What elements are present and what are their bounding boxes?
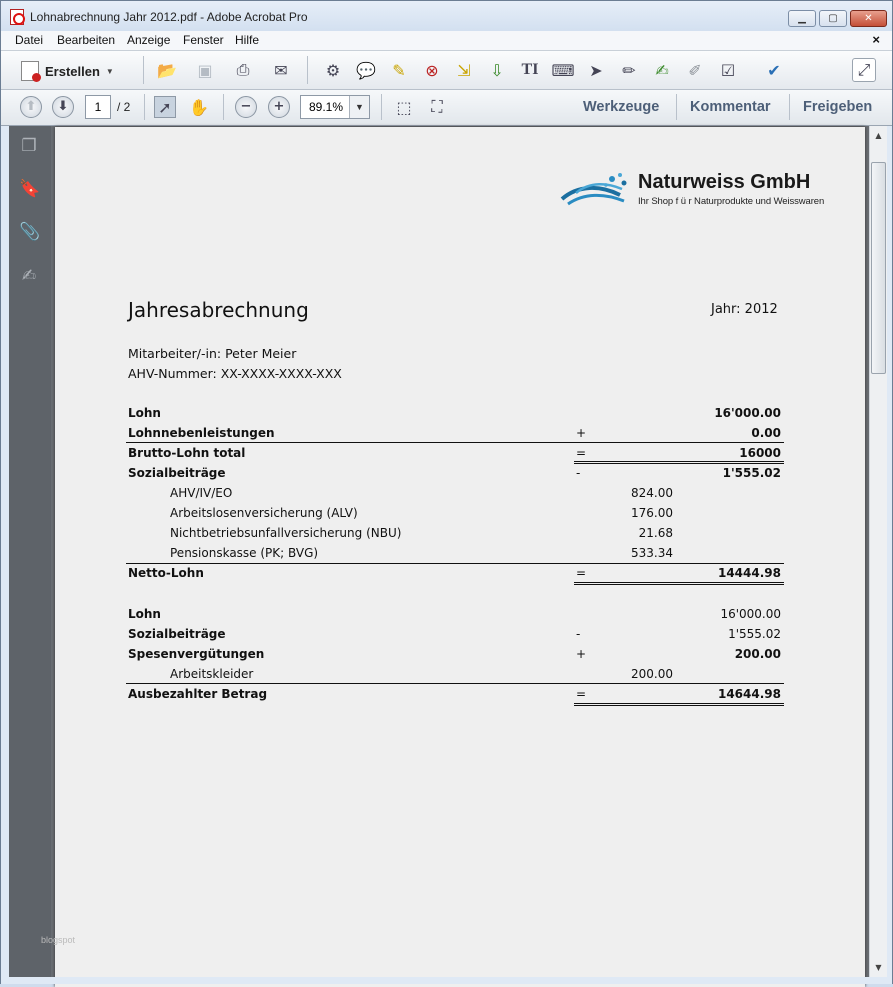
select-arrow-icon[interactable]: ➤ xyxy=(589,60,603,80)
zoom-select[interactable] xyxy=(300,95,370,119)
create-button-label: Erstellen xyxy=(45,63,100,79)
row-operator: = xyxy=(576,566,587,580)
fullscreen-icon[interactable]: ⤢ xyxy=(852,58,876,82)
table-row xyxy=(128,644,785,664)
settings-gear-icon[interactable]: ⚙ xyxy=(325,60,341,80)
table-rule xyxy=(126,683,784,684)
signature-icon[interactable]: ✍ xyxy=(21,266,37,286)
pdf-file-icon xyxy=(10,9,24,25)
row-subvalue: 200.00 xyxy=(631,667,673,681)
pencil-icon[interactable]: ✏ xyxy=(622,60,636,80)
menu-datei[interactable]: Datei xyxy=(15,33,44,47)
watermark-text: blogspot xyxy=(41,935,76,945)
email-icon[interactable]: ✉ xyxy=(274,60,288,80)
company-logo-wave-icon xyxy=(560,171,638,207)
extract-page-icon[interactable]: ⇲ xyxy=(457,60,471,80)
row-label: Brutto-Lohn total xyxy=(128,446,246,460)
minus-icon: − xyxy=(240,99,252,114)
fit-page-icon[interactable]: ⛶ xyxy=(431,97,443,116)
select-tool-icon[interactable]: ➚ xyxy=(154,96,176,118)
table-row xyxy=(128,523,785,543)
typewriter-icon[interactable]: ⌨ xyxy=(551,60,575,80)
form-icon[interactable]: ✐ xyxy=(688,60,702,80)
row-label: Arbeitskleider xyxy=(170,667,254,681)
fit-width-icon[interactable]: ⬚ xyxy=(396,97,412,117)
create-pdf-icon xyxy=(21,61,39,81)
arrow-down-icon: ⬇ xyxy=(57,99,69,114)
insert-page-icon[interactable]: ⇩ xyxy=(490,60,504,80)
open-folder-icon[interactable]: 📂 xyxy=(157,60,177,80)
row-label: Lohnnebenleistungen xyxy=(128,426,275,440)
row-operator: = xyxy=(576,446,587,460)
edit-text-icon[interactable]: TI xyxy=(521,61,539,78)
row-subvalue: 21.68 xyxy=(638,526,673,540)
row-label: Sozialbeiträge xyxy=(128,466,226,480)
table-row xyxy=(128,483,785,503)
toolbar-divider xyxy=(307,56,308,84)
delete-page-icon[interactable]: ⊗ xyxy=(425,60,439,80)
row-label: Netto-Lohn xyxy=(128,566,204,580)
employee-name: Mitarbeiter/-in: Peter Meier xyxy=(128,346,297,361)
maximize-button[interactable] xyxy=(819,10,847,27)
close-icon: ✕ xyxy=(864,13,873,24)
table-row xyxy=(128,563,785,583)
row-label: Lohn xyxy=(128,607,161,621)
close-document-button[interactable]: × xyxy=(872,32,880,47)
table-row xyxy=(128,463,785,483)
ahv-number: AHV-Nummer: XX-XXXX-XXXX-XXX xyxy=(128,366,342,381)
bookmark-icon[interactable]: 🔖 xyxy=(19,179,41,199)
row-value: 14644.98 xyxy=(717,687,781,701)
toolbar-divider xyxy=(144,94,145,120)
menu-bearbeiten[interactable]: Bearbeiten xyxy=(57,33,116,47)
row-label: Spesenvergütungen xyxy=(128,647,265,661)
tab-freigeben[interactable]: Freigeben xyxy=(803,99,873,115)
print-icon[interactable]: ⎙ xyxy=(236,60,250,79)
review-dropdown-icon[interactable]: ☑ xyxy=(720,60,736,80)
page-number-input[interactable]: 1 xyxy=(85,95,111,119)
row-subvalue: 533.34 xyxy=(631,546,673,560)
company-tagline: Ihr Shop f ü r Naturprodukte und Weisswaren xyxy=(638,196,825,207)
row-operator: + xyxy=(576,647,587,661)
double-rule xyxy=(574,461,784,464)
table-rule xyxy=(126,563,784,564)
plus-icon: + xyxy=(273,99,285,114)
company-name: Naturweiss GmbH xyxy=(638,171,811,193)
row-label: Pensionskasse (PK; BVG) xyxy=(170,546,319,560)
table-row xyxy=(128,423,785,443)
document-viewport[interactable] xyxy=(41,126,869,977)
zoom-value: 89.1% xyxy=(309,100,344,114)
menu-hilfe[interactable]: Hilfe xyxy=(235,33,260,47)
row-value: 200.00 xyxy=(734,647,781,661)
row-operator: = xyxy=(576,687,587,701)
window-bottom-border xyxy=(1,977,892,984)
main-toolbar xyxy=(1,50,892,90)
tab-kommentar[interactable]: Kommentar xyxy=(690,99,771,115)
double-rule xyxy=(574,582,784,585)
comment-bubble-icon[interactable]: 💬 xyxy=(356,60,376,80)
double-rule xyxy=(574,703,784,706)
minimize-icon: ▁ xyxy=(798,13,806,24)
next-page-button[interactable] xyxy=(52,96,74,118)
page-total: / 2 xyxy=(117,100,131,114)
toolbar-divider xyxy=(789,94,790,120)
row-value: 14444.98 xyxy=(717,566,781,580)
row-label: Sozialbeiträge xyxy=(128,627,226,641)
table-row xyxy=(128,443,785,463)
table-row xyxy=(128,543,785,563)
row-label: AHV/IV/EO xyxy=(170,486,233,500)
minimize-button[interactable] xyxy=(788,10,816,27)
certify-icon[interactable]: ✔ xyxy=(767,60,781,80)
arrow-up-icon: ⬆ xyxy=(25,99,37,114)
row-subvalue: 824.00 xyxy=(631,486,673,500)
row-value: 1'555.02 xyxy=(728,627,781,641)
close-button[interactable] xyxy=(850,10,887,27)
toolbar-divider xyxy=(676,94,677,120)
pdf-page xyxy=(41,127,865,987)
table-row xyxy=(128,624,785,644)
row-value: 16'000.00 xyxy=(720,607,781,621)
table-row xyxy=(128,403,785,423)
previous-page-button[interactable] xyxy=(20,96,42,118)
table-rule xyxy=(126,442,784,443)
row-operator: - xyxy=(576,627,581,641)
attachment-paperclip-icon[interactable]: 📎 xyxy=(19,222,41,242)
navigation-pane xyxy=(9,126,51,977)
vertical-scrollbar[interactable] xyxy=(869,126,887,977)
document-title: Jahresabrechnung xyxy=(128,298,309,322)
highlight-text-icon[interactable]: ✎ xyxy=(392,60,406,80)
row-label: Lohn xyxy=(128,406,161,420)
chevron-down-icon: ▼ xyxy=(105,66,114,76)
row-subvalue: 176.00 xyxy=(631,506,673,520)
scrollbar-thumb[interactable] xyxy=(871,162,886,374)
row-label: Ausbezahlter Betrag xyxy=(128,687,268,701)
chevron-down-icon[interactable]: ▼ xyxy=(349,96,369,118)
table-row xyxy=(128,664,785,684)
toolbar-divider xyxy=(223,94,224,120)
menu-anzeige[interactable]: Anzeige xyxy=(127,33,171,47)
hand-tool-icon[interactable]: ✋ xyxy=(189,97,209,117)
scroll-up-arrow-icon[interactable]: ▲ xyxy=(875,131,882,140)
row-value: 0.00 xyxy=(751,426,781,440)
toolbar-divider xyxy=(381,94,382,120)
sign-icon[interactable]: ✍ xyxy=(655,60,669,80)
row-value: 1'555.02 xyxy=(722,466,781,480)
table-row xyxy=(128,604,785,624)
title-bar xyxy=(1,1,892,31)
row-label: Arbeitslosenversicherung (ALV) xyxy=(170,506,358,520)
maximize-icon: ▢ xyxy=(828,13,838,24)
save-icon[interactable]: ▣ xyxy=(197,60,213,80)
table-row xyxy=(128,503,785,523)
table-row xyxy=(128,684,785,704)
document-year: Jahr: 2012 xyxy=(711,302,778,317)
row-label: Nichtbetriebsunfallversicherung (NBU) xyxy=(170,526,402,540)
row-value: 16000 xyxy=(739,446,781,460)
menu-bar xyxy=(1,31,892,50)
row-value: 16'000.00 xyxy=(714,406,781,420)
page-thumbnails-icon[interactable]: ❐ xyxy=(21,136,37,156)
window-title: Lohnabrechnung Jahr 2012.pdf - Adobe Acrobat Pro xyxy=(30,10,308,24)
create-button[interactable] xyxy=(21,59,114,83)
tab-werkzeuge[interactable]: Werkzeuge xyxy=(583,99,660,115)
menu-fenster[interactable]: Fenster xyxy=(183,33,224,47)
scroll-down-arrow-icon[interactable]: ▼ xyxy=(875,963,882,972)
row-operator: - xyxy=(576,466,581,480)
zoom-out-button[interactable] xyxy=(235,96,257,118)
zoom-in-button[interactable] xyxy=(268,96,290,118)
toolbar-divider xyxy=(143,56,144,84)
row-operator: + xyxy=(576,426,587,440)
